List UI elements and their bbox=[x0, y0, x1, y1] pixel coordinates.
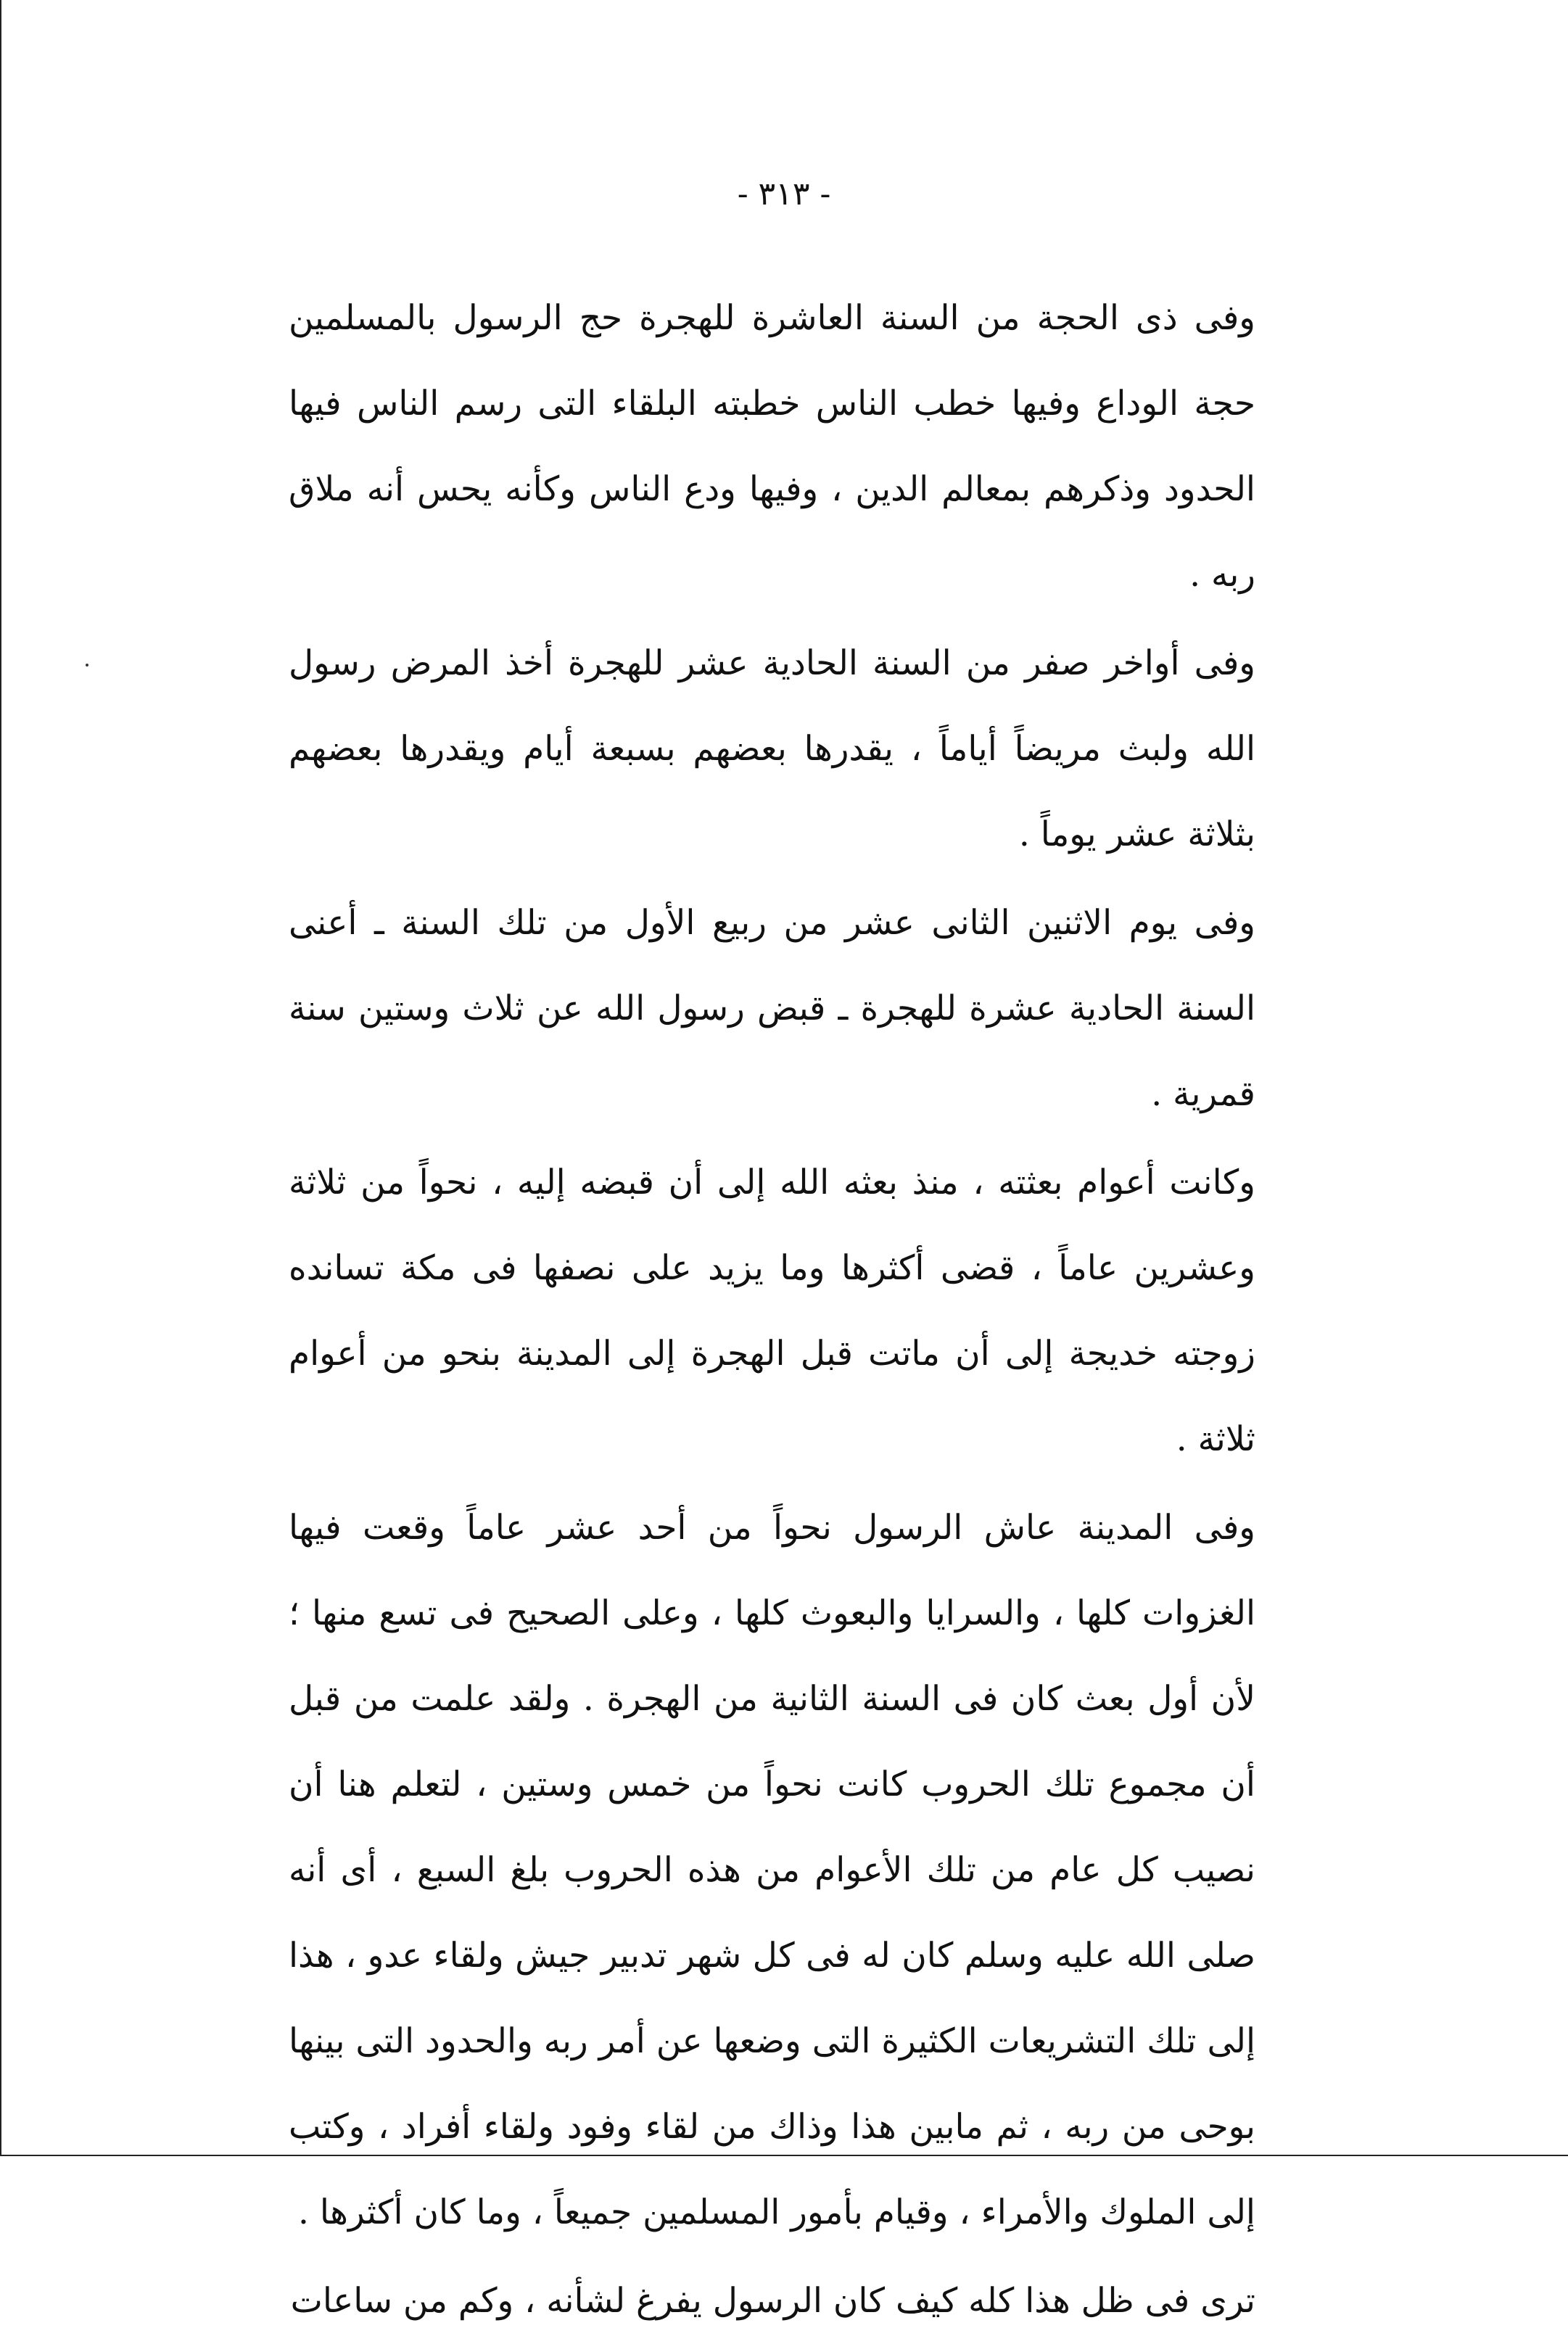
scan-speck bbox=[86, 664, 88, 667]
paragraph-text: وفى أواخر صفر من السنة الحادية عشر للهجرة أخذ المرض رسول الله ولبث مريضاً أياماً ، يقدرها بعضهم بسبعة أيام ويقدرها بعضهم بثلاثة عشر يوماً . bbox=[289, 643, 1255, 854]
paragraph-text: وفى يوم الاثنين الثانى عشر من ربيع الأول من تلك السنة ـ أعنى السنة الحادية عشرة للهجرة ـ قبض رسول الله عن ثلاث وستين سنة قمرية . bbox=[289, 903, 1255, 1114]
paragraph bbox=[289, 880, 1322, 1137]
paragraph-text: وفى ذى الحجة من السنة العاشرة للهجرة حج الرسول بالمسلمين حجة الوداع وفيها خطب الناس خطبته البلقاء التى رسم الناس فيها الحدود وذكرهم بمعالم الدين ، وفيها ودع الناس وكأنه يحس أنه ملاق ربه . bbox=[289, 298, 1255, 595]
page-number: - ٣١٣ - bbox=[737, 176, 831, 212]
paragraph-text: وكانت أعوام بعثته ، منذ بعثه الله إلى أن قبضه إليه ، نحواً من ثلاثة وعشرين عاماً ، قضى أكثرها وما يزيد على نصفها فى مكة تسانده زوجته خديجة إلى أن ماتت قبل الهجرة إلى المدينة بنحو من أعوام ثلاثة . bbox=[289, 1163, 1255, 1459]
paragraph-text: وفى المدينة عاش الرسول نحواً من أحد عشر عاماً وقعت فيها الغزوات كلها ، والسرايا والبعوث كلها ، وعلى الصحيح فى تسع منها ؛ لأن أول بعث كان فى السنة الثانية من الهجرة . ولقد علمت من قبل أن مجموع تلك الحروب كانت نحواً من خمس وستين ، لتعلم هنا أن نصيب كل عام من تلك الأعوام من هذه الحروب بلغ السبع ، أى أنه صلى الله عليه وسلم كان له فى كل شهر تدبير جيش ولقاء عدو ، هذا إلى تلك التشريعات الكثيرة التى وضعها عن أمر ربه والحدود التى بينها بوحى من ربه ، ثم مابين هذا وذاك من لقاء وفود ولقاء أفراد ، وكتب إلى الملوك والأمراء ، وقيام بأمور المسلمين جميعاً ، وما كان أكثرها . bbox=[289, 1508, 1255, 2232]
paragraph bbox=[289, 621, 1322, 878]
paragraph-text: ترى فى ظل هذا كله كيف كان الرسول يفرغ لشأنه ، وكم من ساعات bbox=[290, 2281, 1255, 2321]
paragraph bbox=[289, 1140, 1322, 1482]
paragraph bbox=[289, 2258, 1322, 2344]
body-text bbox=[289, 276, 1322, 2344]
paragraph bbox=[289, 1485, 1322, 2256]
paragraph bbox=[289, 276, 1322, 618]
